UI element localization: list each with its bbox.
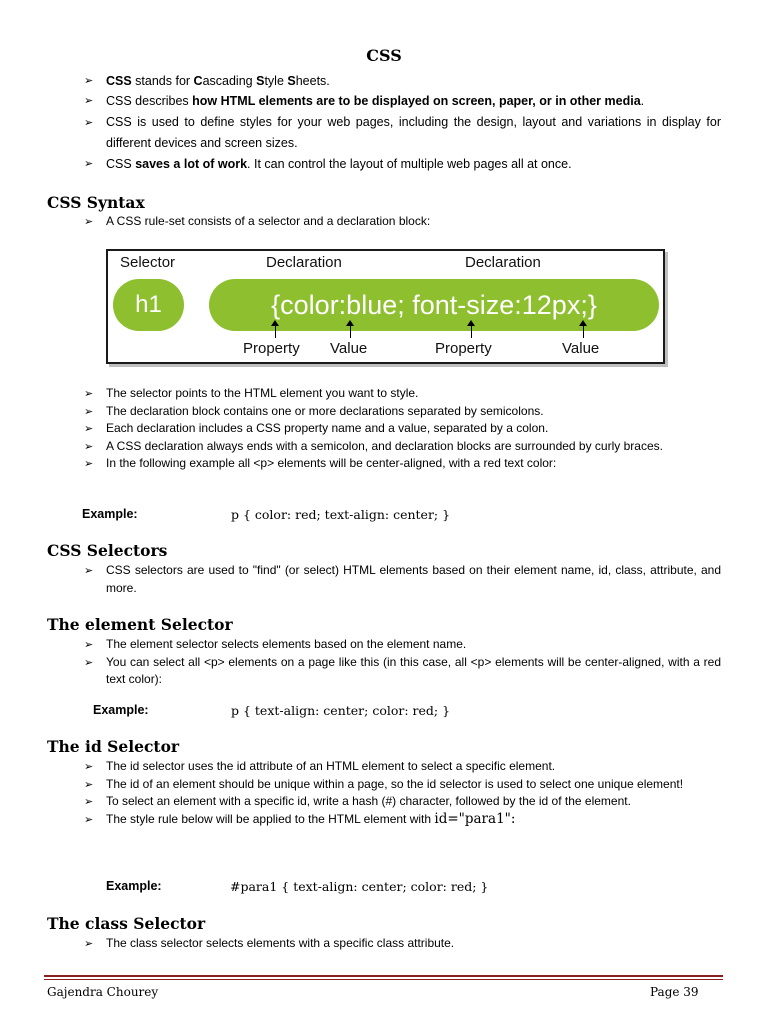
list-item: ➢ To select an element with a specific id, write a hash (#) character, followed by the id of the element. [84, 793, 721, 811]
bold-text: C [193, 74, 203, 88]
selector-pill: h1 [113, 279, 184, 331]
value-label: Value [562, 340, 600, 357]
intro-list [84, 72, 721, 173]
text: The style rule below will be applied to the HTML element with [106, 811, 435, 826]
text: heets. [295, 74, 330, 88]
list-item: ➢ The class selector selects elements with a specific class attribute. [84, 935, 721, 953]
footer-rule [44, 979, 723, 980]
list-item: ➢ A CSS declaration always ends with a semicolon, and declaration blocks are surrounded by curly braces. [84, 438, 721, 456]
list-item: ➢ The declaration block contains one or more declarations separated by semicolons. [84, 403, 721, 421]
footer-rule [44, 975, 723, 977]
bold-text: CSS [106, 74, 132, 88]
text: . [640, 94, 645, 108]
css-syntax-diagram [106, 249, 665, 364]
bold-text: S [287, 74, 296, 88]
class-selector-list [84, 935, 721, 953]
section-heading: The id Selector [47, 737, 180, 756]
section-heading: CSS Selectors [47, 541, 168, 560]
list-item: ➢ The selector points to the HTML element you want to style. [84, 385, 721, 403]
list-item [84, 155, 721, 173]
up-arrow-icon [471, 322, 472, 338]
text: tyle [264, 74, 288, 88]
selector-label: Selector [120, 254, 176, 271]
section-heading: The class Selector [47, 914, 206, 933]
list-item: ➢ The id selector uses the id attribute of an HTML element to select a specific element. [84, 758, 721, 776]
list-item: ➢ The id of an element should be unique within a page, so the id selector is used to select one unique element! [84, 776, 721, 794]
page-title: CSS [366, 46, 402, 65]
list-item: ➢ In the following example all <p> elements will be center-aligned, with a red text color: [84, 455, 721, 473]
list-item: ➢ A CSS rule-set consists of a selector and a declaration block: [84, 213, 721, 231]
example-label: Example: [106, 879, 162, 893]
text: CSS is used to define styles for your web pages, including the design, layout and variations in display for different devices and screen sizes. [106, 115, 721, 150]
inline-code: id="para1": [434, 810, 516, 827]
text: CSS [106, 157, 136, 171]
section-heading: CSS Syntax [47, 193, 145, 212]
example-code: p { color: red; text-align: center; } [231, 507, 451, 522]
example-code: p { text-align: center; color: red; } [231, 703, 451, 718]
list-item [84, 92, 721, 110]
text: stands for [131, 74, 194, 88]
list-item [84, 811, 721, 829]
property-label: Property [435, 340, 492, 357]
list-item: ➢ The element selector selects elements based on the element name. [84, 636, 721, 654]
value-label: Value [330, 340, 368, 357]
id-selector-list [84, 758, 721, 828]
text: CSS describes [106, 94, 193, 108]
up-arrow-icon [275, 322, 276, 338]
syntax-intro-list [84, 213, 721, 231]
bold-text: S [256, 74, 265, 88]
element-selector-list [84, 636, 721, 689]
syntax-list [84, 385, 721, 473]
page-number: Page 39 [650, 985, 699, 999]
example-label: Example: [93, 703, 149, 717]
example-code: #para1 { text-align: center; color: red; } [230, 879, 489, 894]
list-item: ➢ You can select all <p> elements on a page like this (in this case, all <p> elements will be center-aligned, with a red text color): [84, 654, 721, 689]
footer-author: Gajendra Chourey [47, 985, 159, 999]
selectors-list [84, 562, 721, 597]
bold-text: how HTML elements are to be displayed on screen, paper, or in other media [192, 94, 641, 108]
list-item: ➢ CSS selectors are used to "find" (or select) HTML elements based on their element name, id, class, attribute, and more. [84, 562, 721, 597]
declaration-label: Declaration [266, 254, 342, 271]
example-label: Example: [82, 507, 138, 521]
section-heading: The element Selector [47, 615, 233, 634]
property-label: Property [243, 340, 300, 357]
list-item [84, 112, 721, 154]
bold-text: saves a lot of work [135, 157, 248, 171]
text: ascading [202, 74, 257, 88]
up-arrow-icon [583, 322, 584, 338]
declaration-pill: {color:blue; font-size:12px;} [209, 279, 659, 331]
text: . It can control the layout of multiple web pages all at once. [247, 157, 572, 171]
up-arrow-icon [350, 322, 351, 338]
list-item [84, 72, 721, 90]
list-item: ➢ Each declaration includes a CSS property name and a value, separated by a colon. [84, 420, 721, 438]
declaration-label: Declaration [465, 254, 541, 271]
